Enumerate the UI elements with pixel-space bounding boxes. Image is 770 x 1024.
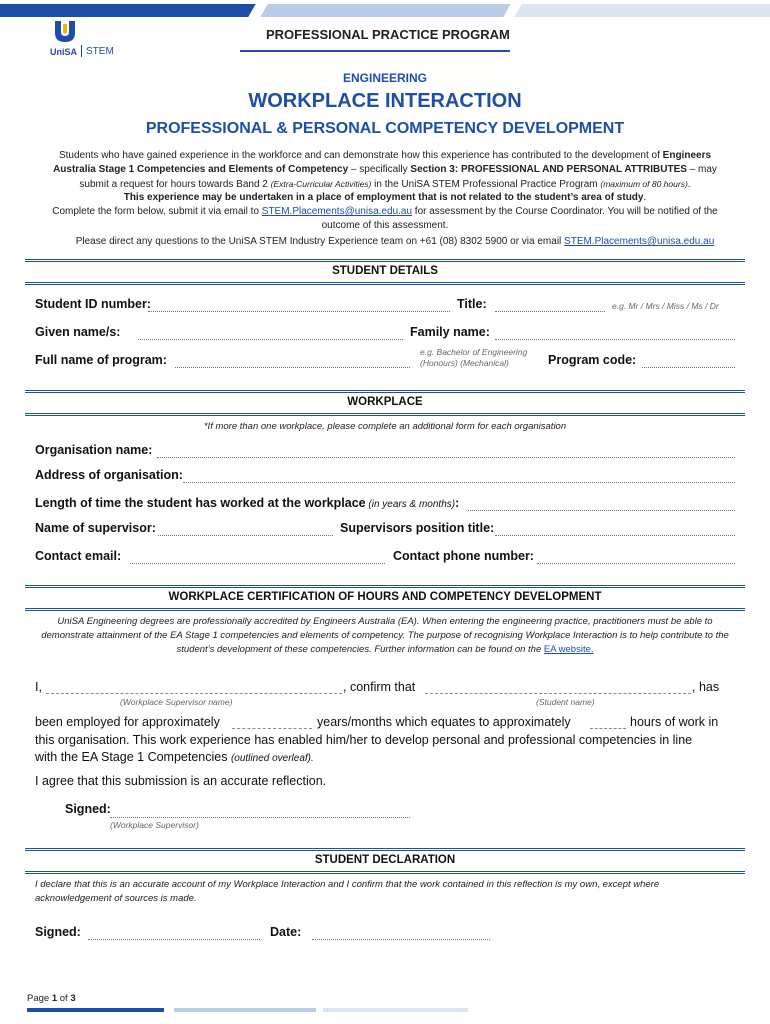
certification-text: UniSA Engineering degrees are professionally accredited by Engineers Australia (EA). When entering the engineering practice, practitioners must be able to demonstrate attainment of the EA Stage 1 competencies and elements of competency. The purpose of recognising Workplace Interaction is to help contribute to the student’s development of these competencies. Further information can be found on the bbox=[41, 616, 729, 655]
footer-bar-dark bbox=[27, 1008, 164, 1012]
family-name-label: Family name: bbox=[410, 325, 490, 339]
page-number bbox=[27, 993, 76, 1004]
main-title: WORKPLACE INTERACTION bbox=[248, 90, 522, 112]
org-address-field[interactable] bbox=[183, 482, 735, 483]
date-field[interactable] bbox=[312, 939, 490, 940]
student-id-label: Student ID number: bbox=[35, 297, 151, 311]
intro-p2-text: This experience may be undertaken in a place of employment that is not related to the student’s area of study bbox=[123, 192, 644, 203]
declaration-header bbox=[25, 848, 745, 874]
contact-email-label: Contact email: bbox=[35, 549, 122, 563]
program-code-label: Program code: bbox=[548, 353, 637, 367]
subtitle: PROFESSIONAL & PERSONAL COMPETENCY DEVELOPMENT bbox=[145, 120, 625, 137]
certification-title: WORKPLACE CERTIFICATION OF HOURS AND COMPETENCY DEVELOPMENT bbox=[168, 591, 602, 603]
intro-p1a: Students who have gained experience in the workforce and can demonstrate how this experience has contributed to the development of bbox=[58, 150, 663, 161]
length-colon: : bbox=[455, 496, 460, 510]
contact-phone-field[interactable] bbox=[537, 563, 735, 564]
supervisor-signature-field[interactable] bbox=[110, 817, 410, 818]
intro-email-link-2[interactable]: STEM.Placements@unisa.edu.au bbox=[564, 236, 715, 247]
program-hint-1: e.g. Bachelor of Engineering bbox=[420, 347, 528, 357]
program-title: PROFESSIONAL PRACTICE PROGRAM bbox=[266, 27, 510, 42]
student-details-title: STUDENT DETAILS bbox=[332, 265, 438, 277]
title-hint: e.g. Mr / Mrs / Miss / Ms / Dr bbox=[612, 301, 719, 311]
intro-p1e: – may submit a request for hours towards Band 2 bbox=[79, 164, 717, 190]
intro-p1g: in the UniSA STEM Professional Practice Program bbox=[371, 179, 601, 190]
duration-field[interactable] bbox=[232, 728, 312, 729]
logo-divider bbox=[81, 45, 82, 57]
program-label: Full name of program: bbox=[35, 353, 167, 367]
cert-confirm: , confirm that bbox=[343, 680, 416, 694]
supervisor-signed-hint: (Workplace Supervisor) bbox=[110, 820, 199, 830]
supervisor-signed-label: Signed: bbox=[65, 802, 111, 816]
cert-line3b: (outlined overleaf). bbox=[230, 753, 314, 764]
workplace-header bbox=[25, 390, 745, 416]
cert-has: , has bbox=[692, 680, 720, 694]
length-label bbox=[35, 496, 459, 510]
intro-paragraph bbox=[40, 149, 730, 192]
unisa-logo-mark bbox=[52, 20, 78, 44]
intro-p4 bbox=[40, 235, 750, 249]
length-label-text: Length of time the student has worked at the workplace bbox=[35, 496, 366, 510]
program-title-underline bbox=[240, 50, 510, 52]
length-field[interactable] bbox=[468, 510, 735, 511]
org-name-label: Organisation name: bbox=[35, 443, 153, 457]
supervisor-label: Name of supervisor: bbox=[35, 521, 156, 535]
footer-bar-mid bbox=[174, 1008, 316, 1012]
unisa-logo bbox=[50, 20, 120, 60]
cert-employed: been employed for approximately bbox=[35, 715, 220, 729]
intro-p3 bbox=[40, 205, 730, 233]
intro-p1b: Engineers Australia Stage 1 Competencies and Elements of Competency bbox=[53, 150, 712, 175]
footer-bar-light bbox=[323, 1008, 468, 1012]
header-bar-dark bbox=[0, 4, 256, 17]
program-code-field[interactable] bbox=[642, 367, 735, 368]
header-bar-light bbox=[514, 4, 770, 17]
intro-p1c: – specifically bbox=[348, 164, 411, 175]
header-bar-mid bbox=[260, 4, 511, 17]
workplace-note: *If more than one workplace, please complete an additional form for each organisation bbox=[203, 421, 567, 432]
program-field[interactable] bbox=[175, 367, 410, 368]
date-label: Date: bbox=[270, 925, 302, 939]
supervisor-name-field[interactable] bbox=[46, 693, 342, 694]
student-signed-label: Signed: bbox=[35, 925, 81, 939]
student-id-field[interactable] bbox=[148, 311, 450, 312]
intro-email-link[interactable]: STEM.Placements@unisa.edu.au bbox=[261, 206, 413, 217]
ea-website-link[interactable]: EA website. bbox=[543, 644, 594, 655]
certification-paragraph bbox=[35, 615, 735, 657]
discipline-title: ENGINEERING bbox=[342, 71, 427, 85]
org-name-field[interactable] bbox=[157, 457, 735, 458]
intro-p3a: Complete the form below, submit it via email to bbox=[52, 206, 262, 217]
program-hint-2: (Honours) (Mechanical) bbox=[420, 358, 509, 368]
cert-line3 bbox=[35, 750, 314, 764]
student-name-field[interactable] bbox=[425, 693, 691, 694]
family-name-field[interactable] bbox=[495, 339, 735, 340]
contact-email-field[interactable] bbox=[130, 563, 385, 564]
cert-agree: I agree that this submission is an accurate reflection. bbox=[35, 774, 327, 788]
supervisor-position-label: Supervisors position title: bbox=[340, 521, 495, 535]
intro-p4a: Please direct any questions to the UniSA STEM Industry Experience team on +61 (08) 8302 5900 or via email bbox=[75, 236, 565, 247]
given-name-field[interactable] bbox=[138, 339, 403, 340]
student-name-hint: (Student name) bbox=[536, 697, 595, 707]
student-signature-field[interactable] bbox=[88, 939, 260, 940]
contact-phone-label: Contact phone number: bbox=[393, 549, 534, 563]
title-field[interactable] bbox=[495, 311, 605, 312]
length-hint: (in years & months) bbox=[365, 499, 456, 510]
intro-p3b: for assessment by the Course Coordinator. You will be notified of the outcome of this assessment. bbox=[321, 206, 718, 231]
hours-field[interactable] bbox=[590, 728, 626, 729]
cert-line3a: with the EA Stage 1 Competencies bbox=[35, 750, 231, 764]
org-address-label: Address of organisation: bbox=[35, 468, 183, 482]
certification-header bbox=[25, 585, 745, 611]
declaration-title: STUDENT DECLARATION bbox=[314, 854, 456, 866]
title-label: Title: bbox=[457, 297, 487, 311]
cert-years: years/months which equates to approximately bbox=[317, 715, 571, 729]
intro-p1f: (Extra-Curricular Activities) bbox=[270, 179, 372, 189]
intro-p1i: . bbox=[687, 179, 691, 190]
student-details-header bbox=[25, 259, 745, 285]
workplace-title: WORKPLACE bbox=[347, 396, 423, 408]
supervisor-field[interactable] bbox=[158, 535, 333, 536]
intro-p1d: Section 3: PROFESSIONAL AND PERSONAL ATTRIBUTES bbox=[410, 164, 687, 175]
page-of: of bbox=[57, 993, 71, 1004]
logo-text: UniSA bbox=[50, 47, 77, 57]
intro-p2: This experience may be undertaken in a place of employment that is not related to the student’s area of study. bbox=[123, 192, 647, 203]
logo-sub: STEM bbox=[86, 46, 114, 57]
declaration-text: I declare that this is an accurate account of my Workplace Interaction and I confirm that the work contained in this reflection is my own, except where acknowledgement of sources is made. bbox=[35, 879, 660, 904]
supervisor-position-field[interactable] bbox=[495, 535, 735, 536]
cert-i: I, bbox=[35, 680, 42, 694]
page-total: 3 bbox=[70, 993, 76, 1004]
given-name-label: Given name/s: bbox=[35, 325, 121, 339]
cert-line2: this organisation. This work experience has enabled him/her to develop personal and professional competencies in line bbox=[35, 733, 693, 747]
cert-hours: hours of work in bbox=[630, 715, 719, 729]
page-prefix: Page bbox=[27, 993, 52, 1004]
page-current: 1 bbox=[51, 993, 58, 1004]
supervisor-name-hint: (Workplace Supervisor name) bbox=[120, 697, 233, 707]
intro-p1h: (maximum of 80 hours) bbox=[600, 179, 688, 189]
